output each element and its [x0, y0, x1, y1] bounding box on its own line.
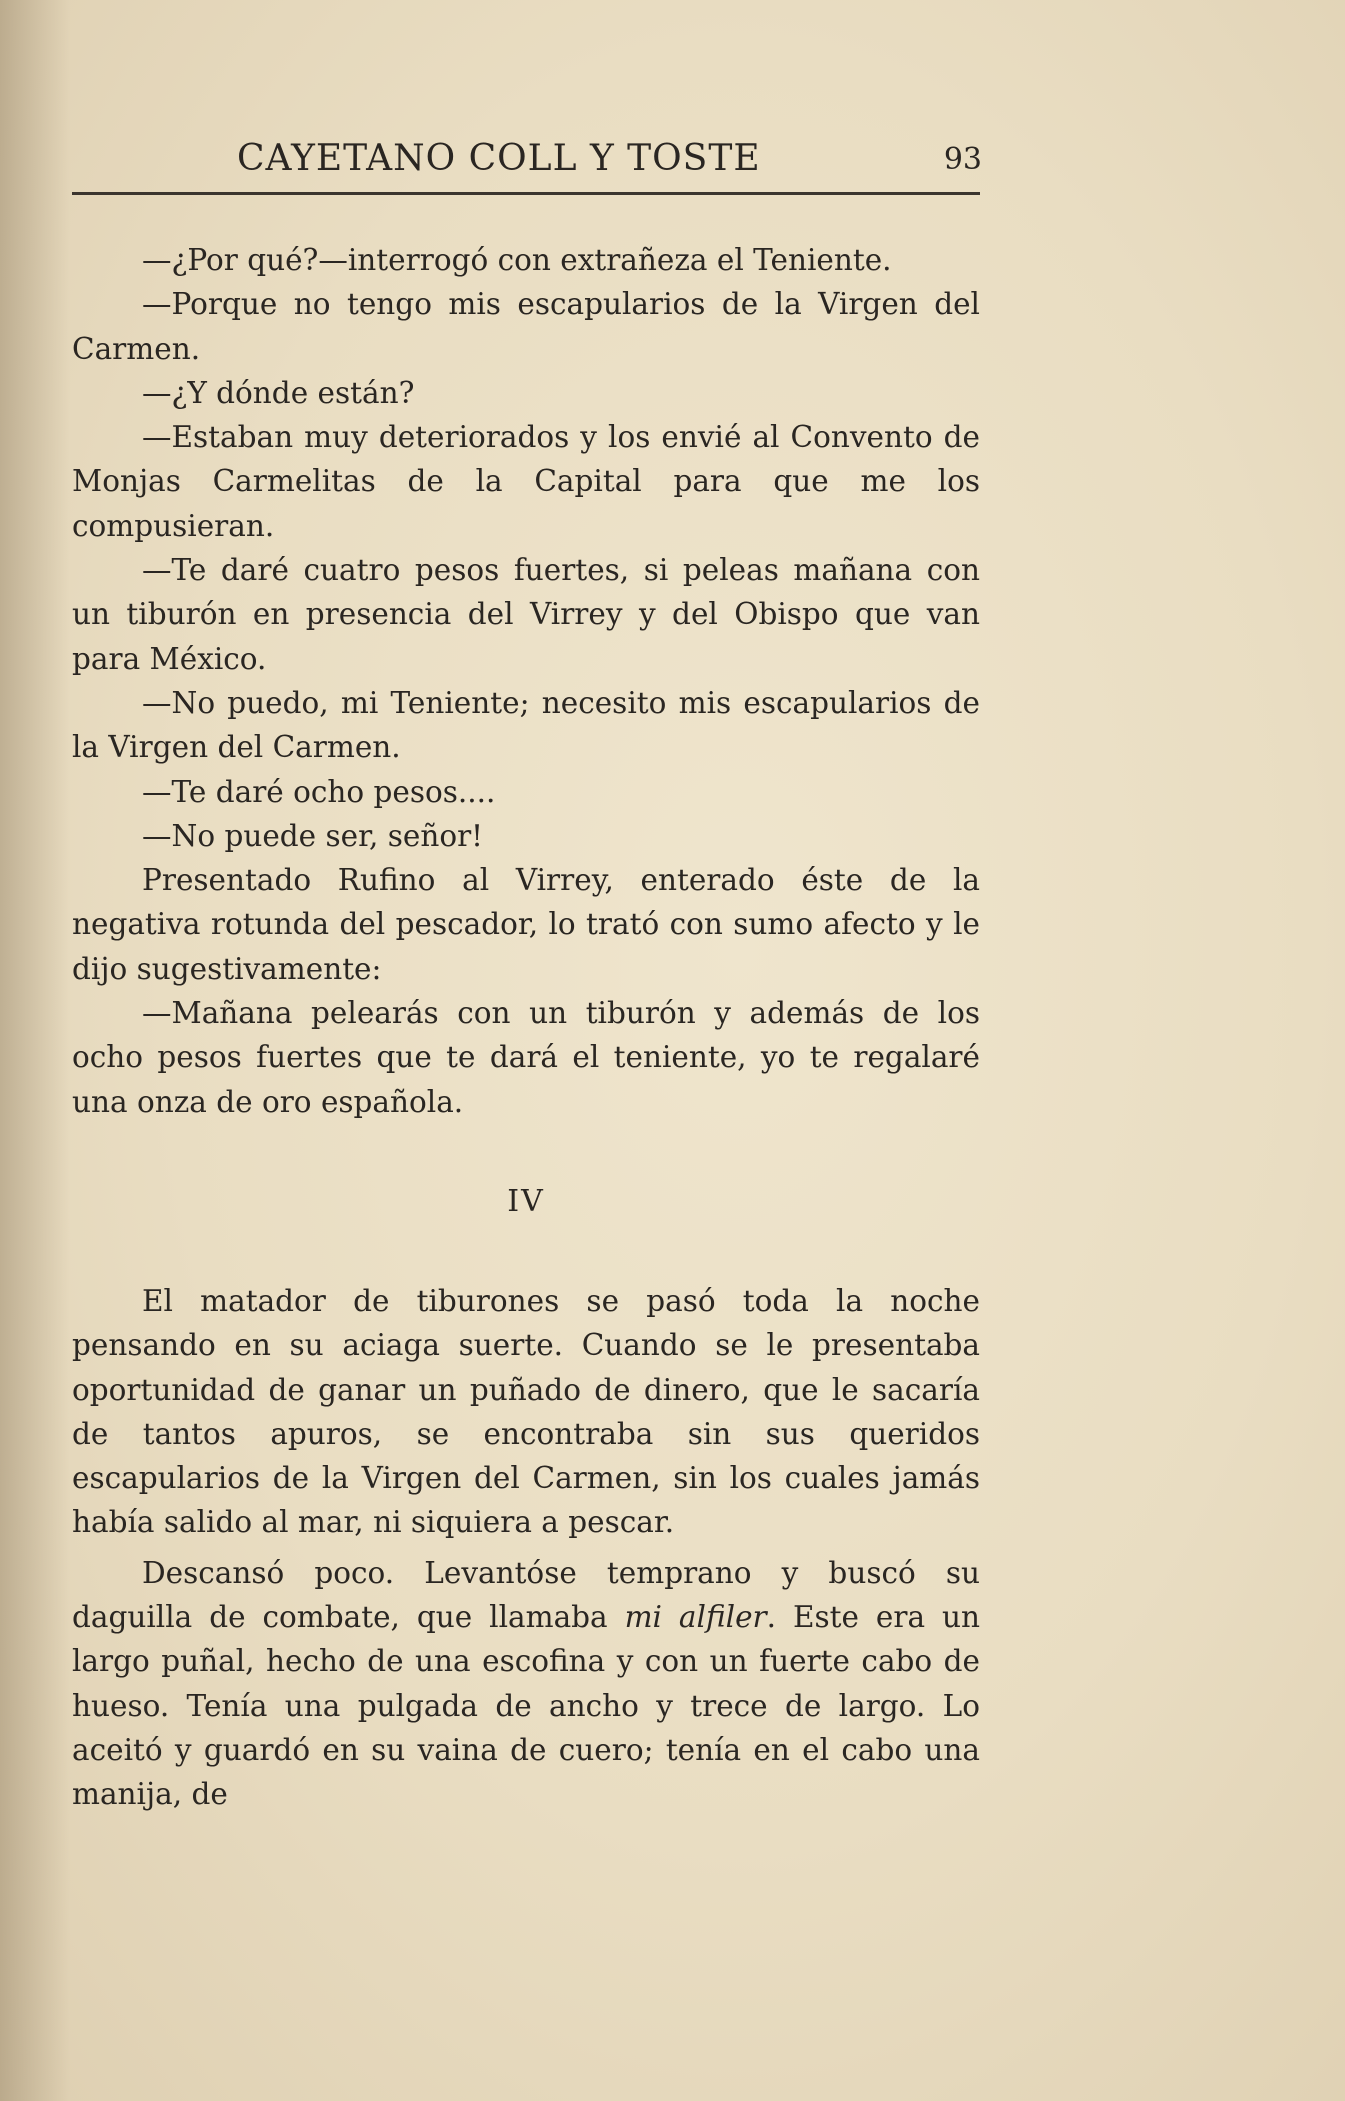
running-title: CAYETANO COLL Y TOSTE — [237, 138, 761, 179]
page-header — [72, 138, 982, 188]
paragraph: —No puede ser, señor! — [142, 818, 484, 853]
paragraph: —¿Y dónde están? — [142, 375, 415, 410]
paragraph: —¿Por qué?—interrogó con extrañeza el Teniente. — [142, 243, 892, 277]
paragraph: —Te daré cuatro pesos fuertes, si peleas mañana con un tiburón en presencia del Virrey y del Obispo que van para México. — [72, 553, 980, 676]
paragraph: —Mañana pelearás con un tiburón y además de los ocho pesos fuertes que te dará el teniente, yo te regalaré una onza de oro española. — [72, 996, 980, 1119]
page-gutter-shadow — [0, 0, 70, 2101]
paragraph: —Te daré ocho pesos.... — [142, 774, 496, 809]
header-rule — [72, 192, 980, 195]
paragraph-text-end: . Este era un largo puñal, hecho de una escofina y con un fuerte cabo de hueso. Tenía una pulgada de ancho y trece de largo. Lo aceitó y guardó en su vaina de cuero; tenía en el cabo una manija, de — [72, 1600, 980, 1812]
italic-phrase: mi alfiler — [624, 1600, 767, 1635]
paragraph: —Estaban muy deteriorados y los envié al Convento de Monjas Carmelitas de la Capital para que me los compusieran. — [72, 420, 980, 543]
body-text — [72, 238, 980, 1817]
paragraph: El matador de tiburones se pasó toda la noche pensando en su aciaga suerte. Cuando se le presentaba oportunidad de ganar un puñado de dinero, que le sacaría de tantos apuros, se encontraba sin sus queridos escapularios de la Virgen del Carmen, sin los cuales jamás había salido al mar, ni siquiera a pescar. — [72, 1283, 980, 1540]
paragraph-text-start: Descansó poco. Levantóse temprano y buscó su daguilla de combate, que llamaba — [72, 1555, 980, 1635]
paragraph-with-italic — [72, 1551, 980, 1817]
paragraph: —Porque no tengo mis escapularios de la Virgen del Carmen. — [72, 287, 980, 366]
section-heading: IV — [507, 1183, 545, 1219]
page-number: 93 — [943, 142, 982, 177]
paragraph: Presentado Rufino al Virrey, enterado éste de la negativa rotunda del pescador, lo trató con sumo afecto y le dijo sugestivamente: — [72, 863, 980, 986]
paragraph: —No puedo, mi Teniente; necesito mis escapularios de la Virgen del Carmen. — [72, 685, 980, 765]
